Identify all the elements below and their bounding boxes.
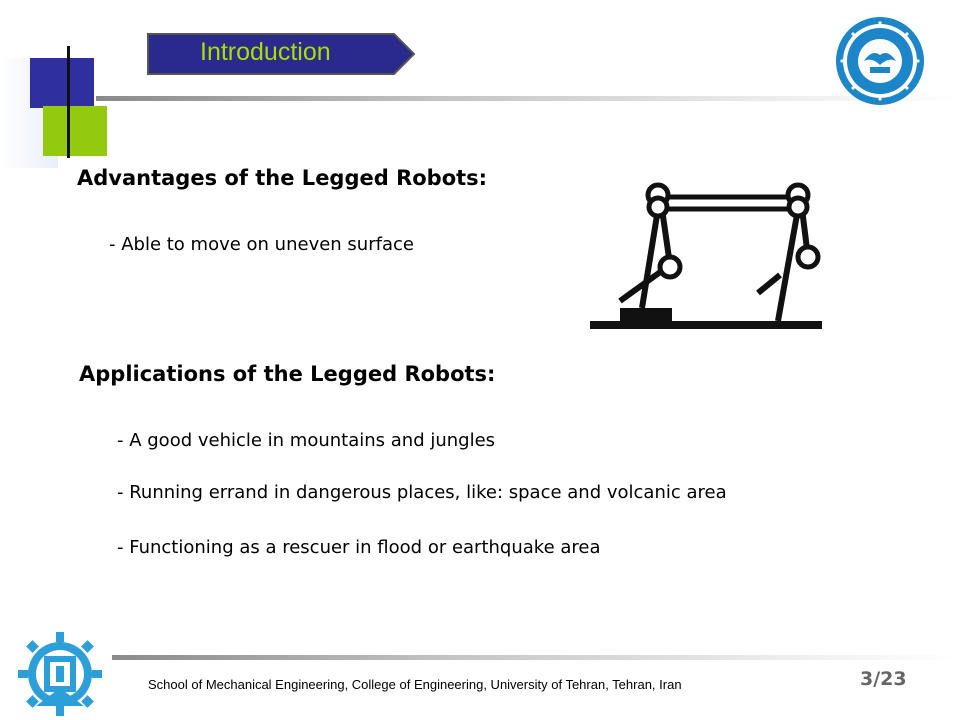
header-divider <box>96 96 960 101</box>
legged-robot-linkage-diagram-icon <box>580 175 830 340</box>
footer-institution: School of Mechanical Engineering, College of Engineering, University of Tehran, Tehran, Iran <box>148 677 682 692</box>
advantages-heading: Advantages of the Legged Robots: <box>77 166 488 190</box>
application-item: - Functioning as a rescuer in flood or earthquake area <box>117 537 601 558</box>
university-of-tehran-seal-icon <box>834 15 926 107</box>
footer-divider <box>112 655 960 660</box>
mechanical-engineering-gear-logo-icon <box>16 630 104 718</box>
application-item: - A good vehicle in mountains and jungles <box>117 430 496 451</box>
application-item: - Running errand in dangerous places, like: space and volcanic area <box>117 482 727 503</box>
decorative-vertical-line <box>67 46 70 158</box>
page-number: 3/23 <box>860 668 907 690</box>
decorative-green-square <box>43 106 107 156</box>
advantage-item: - Able to move on uneven surface <box>109 234 414 255</box>
applications-heading: Applications of the Legged Robots: <box>79 362 496 386</box>
section-tag-label: Introduction <box>200 38 331 66</box>
decorative-blue-square <box>30 58 94 108</box>
